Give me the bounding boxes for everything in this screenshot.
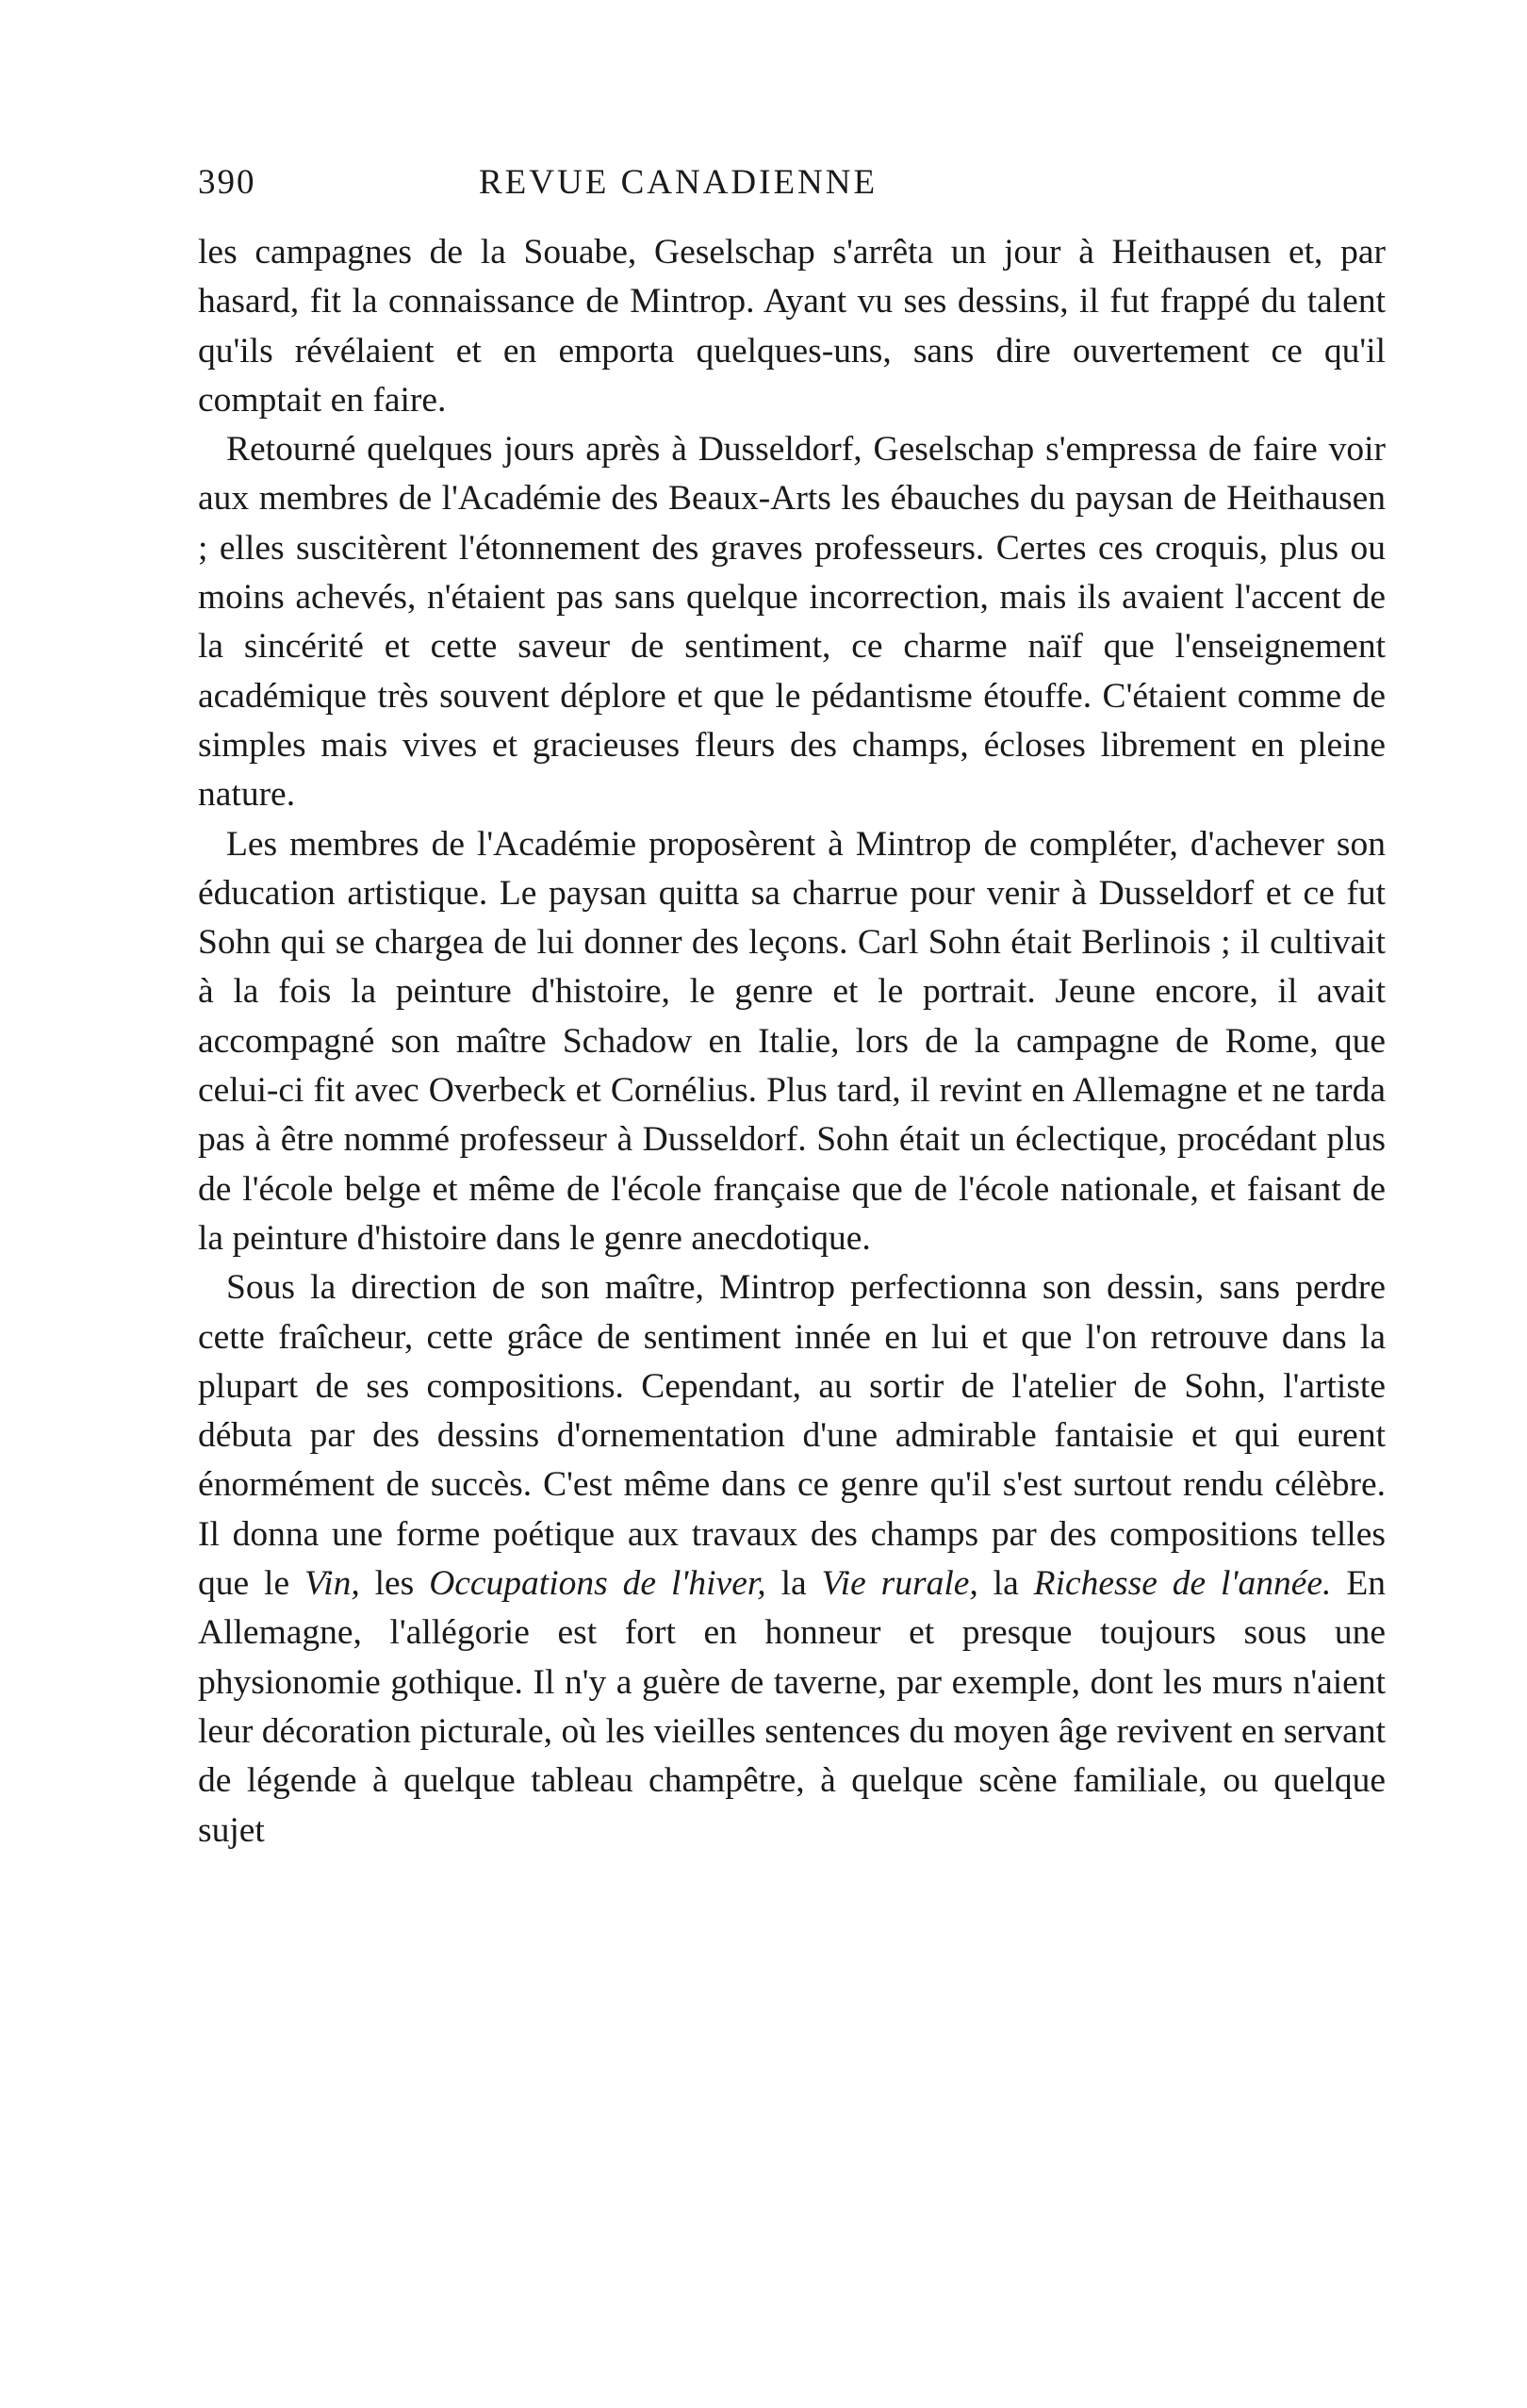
book-page: [198, 158, 1386, 1855]
paragraph-4-text: la: [977, 1564, 1034, 1604]
artwork-title-vie-rurale: Vie rurale,: [821, 1564, 978, 1604]
paragraph-2: Retourné quelques jours après à Dusseldorf, Geselschap s'empressa de faire voir aux membres de l'Académie des Beaux-Arts les ébauches du paysan de Heithausen ; elles suscitèrent l'étonnement des graves professeurs. Certes ces croquis, plus ou moins achevés, n'étaient pas sans quelque incorrection, mais ils avaient l'accent de la sincérité et cette saveur de sentiment, ce charme naïf que l'enseignement académique très souvent déplore et que le pédantisme étouffe. C'étaient comme de simples mais vives et gracieuses fleurs des champs, écloses librement en pleine nature.: [198, 430, 1386, 815]
paragraph-4-text: En Allemagne, l'allégorie est fort en honneur et presque toujours sous une physionomie gothique. Il n'y a guère de taverne, par exemple, dont les murs n'aient leur décoration picturale, où les vieilles sentences du moyen âge revivent en servant de légende à quelque tableau champêtre, à quelque scène familiale, ou quelque sujet: [198, 1564, 1386, 1850]
paragraph-4-text: la: [765, 1564, 822, 1604]
paragraph-3: Les membres de l'Académie proposèrent à Mintrop de compléter, d'achever son éducation artistique. Le paysan quitta sa charrue pour venir à Dusseldorf et ce fut Sohn qui se chargea de lui donner des leçons. Carl Sohn était Berlinois ; il cultivait à la fois la peinture d'histoire, le genre et le portrait. Jeune encore, il avait accompagné son maître Schadow en Italie, lors de la campagne de Rome, que celui-ci fit avec Overbeck et Cornélius. Plus tard, il revint en Allemagne et ne tarda pas à être nommé professeur à Dusseldorf. Sohn était un éclectique, procédant plus de l'école belge et même de l'école française que de l'école nationale, et faisant de la peinture d'histoire dans le genre anecdotique.: [198, 824, 1386, 1258]
page-header: [198, 158, 1386, 211]
paragraph-4-text: Sous la direction de son maître, Mintrop perfectionna son dessin, sans perdre cette fraîcheur, cette grâce de sentiment innée en lui et que l'on retrouve dans la plupart de ses compositions. Cependant, au sortir de l'atelier de Sohn, l'artiste débuta par des dessins d'ornementation d'une admirable fantaisie et qui eurent énormément de succès. C'est même dans ce genre qu'il s'est surtout rendu célèbre. Il donna une forme poétique aux travaux des champs par des compositions telles que le: [198, 1268, 1386, 1604]
paragraph-4: [198, 1263, 1386, 1855]
artwork-title-occupations: Occupations de l'hiver,: [429, 1564, 766, 1604]
page-number: 390: [198, 163, 256, 202]
artwork-title-richesse: Richesse de l'année.: [1033, 1564, 1332, 1604]
paragraph-4-text: les: [359, 1564, 430, 1604]
artwork-title-vin: Vin,: [304, 1564, 360, 1604]
paragraph-1: les campagnes de la Souabe, Geselschap s'arrêta un jour à Heithausen et, par hasard, fit la connaissance de Mintrop. Ayant vu ses dessins, il fut frappé du talent qu'ils révélaient et en emporta quelques-uns, sans dire ouvertement ce qu'il comptait en faire.: [198, 233, 1386, 420]
running-title: REVUE CANADIENNE: [479, 163, 878, 202]
body-text: [198, 228, 1386, 1855]
